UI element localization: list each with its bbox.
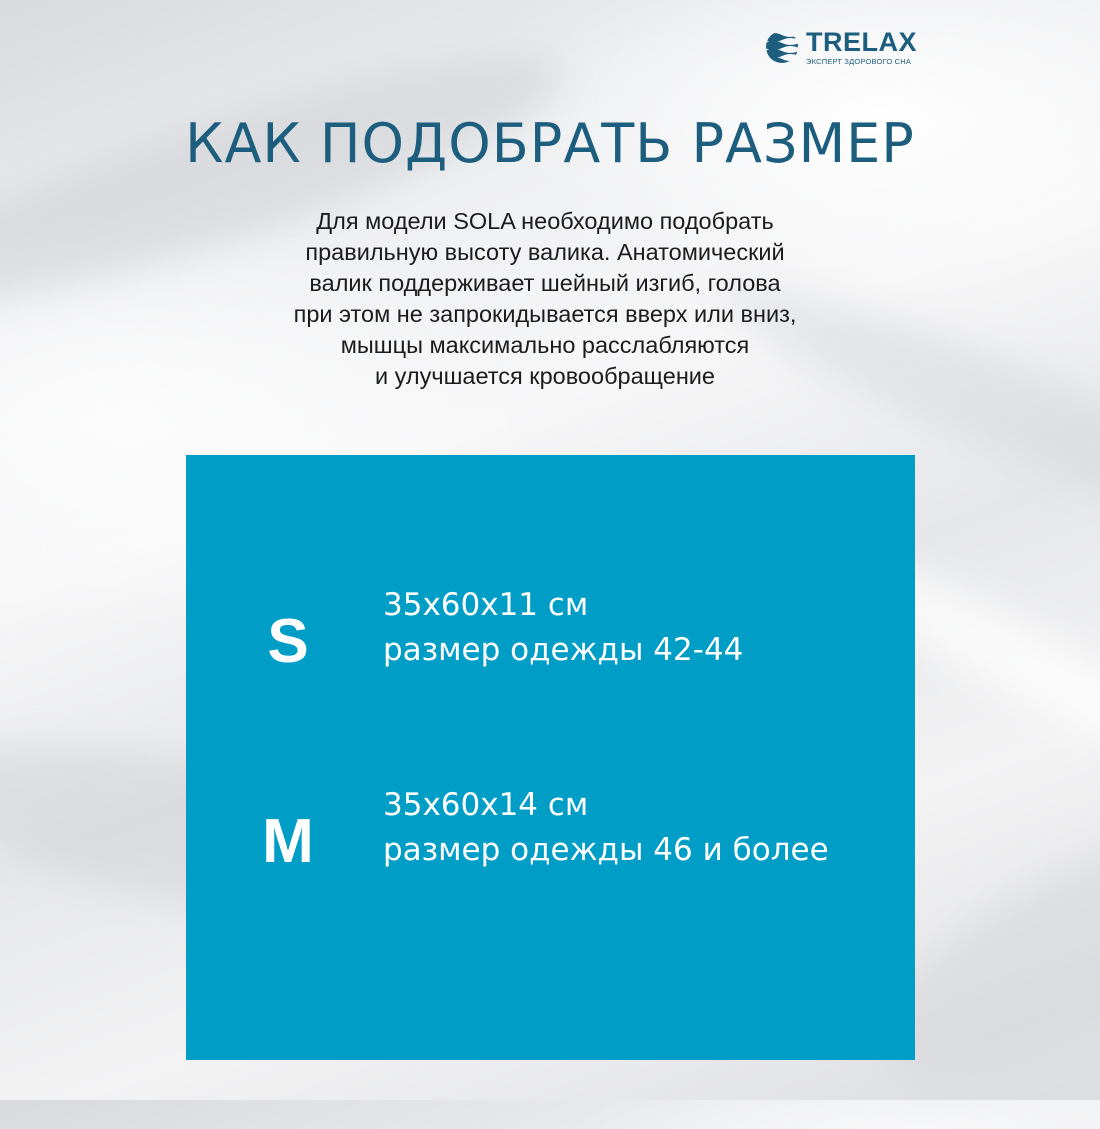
- intro-line: мышцы максимально расслабляются: [340, 332, 750, 358]
- clothing-size: размер одежды 46 и более: [383, 832, 829, 868]
- clothing-size: размер одежды 42-44: [383, 632, 744, 668]
- size-dimensions: 35x60x11 см: [383, 587, 589, 623]
- intro-line: при этом не запрокидывается вверх или вниз,: [293, 301, 797, 327]
- brand-tagline: ЭКСПЕРТ ЗДОРОВОГО СНА: [806, 57, 912, 66]
- intro-line: Для модели SOLA необходимо подобрать: [316, 208, 774, 234]
- size-letter: M: [262, 807, 314, 876]
- wave-disc-icon: [765, 30, 799, 64]
- brand-logo: [765, 28, 917, 66]
- intro-text: [150, 206, 940, 392]
- size-row-m: [186, 785, 915, 895]
- size-dimensions: 35x60x14 см: [383, 787, 589, 823]
- size-letter: S: [267, 607, 309, 676]
- brand-name: TRELAX: [806, 27, 917, 57]
- page-title: КАК ПОДОБРАТЬ РАЗМЕР: [185, 112, 915, 175]
- size-row-s: [186, 585, 915, 695]
- intro-line: правильную высоту валика. Анатомический: [305, 239, 785, 265]
- intro-line: и улучшается кровообращение: [374, 363, 715, 389]
- intro-line: валик поддерживает шейный изгиб, голова: [309, 270, 781, 296]
- size-panel: [186, 455, 915, 1060]
